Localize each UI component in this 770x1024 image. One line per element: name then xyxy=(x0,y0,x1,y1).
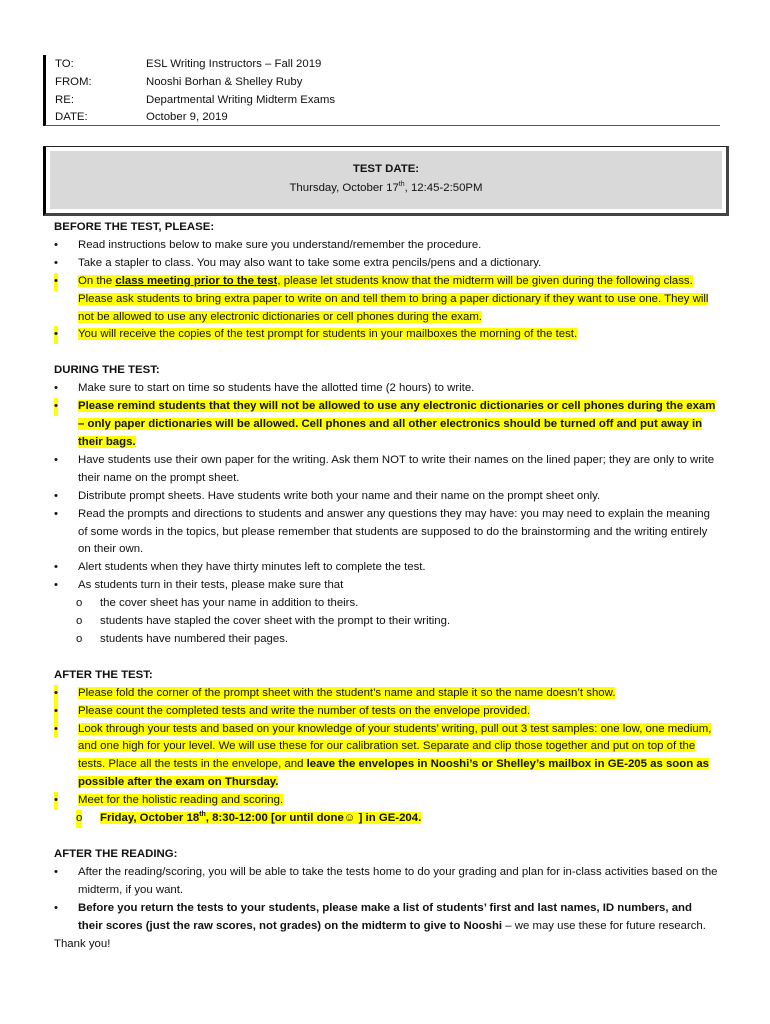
test-date-heading: TEST DATE: xyxy=(352,163,420,175)
sub-bullet: o xyxy=(76,615,83,628)
item-text: Have students use their own paper for the writing. Ask them NOT to write their names on the lined paper; they are only to write their name on the prompt sheet. xyxy=(78,453,715,484)
sub-bullet: o xyxy=(76,597,83,610)
memo-header xyxy=(43,55,720,126)
item-text: Read instructions below to make sure you understand/remember the procedure. xyxy=(78,238,482,251)
item-emphasis: class meeting prior to the test xyxy=(115,274,278,287)
list-item xyxy=(54,255,718,273)
bullet: • xyxy=(54,792,58,810)
item-text: Make sure to start on time so students have the allotted time (2 hours) to write. xyxy=(78,382,475,395)
item-text: Please remind students that they will not be allowed to use any electronic dictionaries or cell phones during the exam – only paper dictionaries will be allowed. Cell phones and all other electronics should be turned off and put away in their bags. xyxy=(78,400,716,448)
bullet: • xyxy=(54,398,58,416)
bullet: • xyxy=(54,579,58,592)
list-item xyxy=(54,506,718,560)
bullet: • xyxy=(54,256,58,269)
test-date-day: Thursday, October 17 xyxy=(289,182,399,194)
closing: Thank you! xyxy=(54,937,111,950)
item-text: Read the prompts and directions to students and answer any questions they may have: you may need to explain the meaning of some words in the topics, but please remember that students are supposed to do the brainstorming and the writing entirely on their own. xyxy=(78,507,710,556)
item-text: Alert students when they have thirty minutes left to complete the test. xyxy=(78,561,426,574)
item-text: On the xyxy=(78,274,116,287)
item-text: the cover sheet has your name in addition to theirs. xyxy=(100,597,359,610)
list-item xyxy=(54,900,718,936)
sub-item xyxy=(54,631,718,649)
list-item xyxy=(54,273,718,327)
bullet: • xyxy=(54,382,58,395)
reading-heading: AFTER THE READING: xyxy=(54,848,178,860)
date-label: DATE: xyxy=(55,111,88,123)
list-item xyxy=(54,721,718,793)
bullet: • xyxy=(54,326,58,344)
item-text: Look through your tests and based on your knowledge of your students’ writing, pull out 3 test samples: one low, one medium, and one high for your level. We will use these for our calibration set. Separate and clip those together and put on top of the tests. Place all the tests in the envelope, and xyxy=(78,722,712,771)
item-text: Please fold the corner of the prompt sheet with the student’s name and staple it so the name doesn’t show. xyxy=(78,686,616,699)
sub-item xyxy=(54,613,718,631)
sub-bullet: o xyxy=(76,632,83,645)
re-value: Departmental Writing Midterm Exams xyxy=(146,94,336,106)
item-text: Friday, October 18 xyxy=(100,812,200,825)
bullet: • xyxy=(54,721,58,739)
list-item xyxy=(54,559,718,577)
bullet: • xyxy=(54,489,58,502)
sub-item xyxy=(54,810,718,828)
item-text: students have numbered their pages. xyxy=(100,632,289,645)
test-date-box xyxy=(43,146,729,216)
spacer xyxy=(54,649,718,667)
item-text: – we may use these for future research. xyxy=(502,919,706,932)
item-text: Please count the completed tests and write the number of tests on the envelope provided. xyxy=(78,704,531,717)
item-text: , 8:30-12:00 [or until done xyxy=(205,812,344,825)
from-value: Nooshi Borhan & Shelley Ruby xyxy=(146,76,303,88)
list-item xyxy=(54,864,718,900)
test-date-line xyxy=(46,182,726,194)
list-item xyxy=(54,577,718,595)
date-value: October 9, 2019 xyxy=(146,111,228,123)
item-text: Take a stapler to class. You may also want to take some extra pencils/pens and a dictionary. xyxy=(78,256,542,269)
to-label: TO: xyxy=(55,58,74,70)
item-text: You will receive the copies of the test prompt for students in your mailboxes the morning of the test. xyxy=(78,328,578,341)
after-heading: AFTER THE TEST: xyxy=(54,668,153,681)
list-item xyxy=(54,792,718,810)
spacer xyxy=(54,344,718,362)
item-emphasis: leave the envelopes in Nooshi’s or Shelley’s mailbox in GE-205 as soon as possible after the exam on Thursday. xyxy=(78,758,709,789)
bullet: • xyxy=(54,865,58,878)
item-text: Distribute prompt sheets. Have students write both your name and their name on the prompt sheet only. xyxy=(78,489,601,502)
bullet: • xyxy=(54,453,58,466)
item-text: ] in GE-204. xyxy=(355,812,422,825)
memo-body xyxy=(54,219,718,953)
bullet: • xyxy=(54,703,58,721)
item-sup: th xyxy=(199,811,206,819)
before-heading: BEFORE THE TEST, PLEASE: xyxy=(54,221,215,233)
item-text: Meet for the holistic reading and scoring. xyxy=(78,794,284,807)
from-label: FROM: xyxy=(55,76,92,88)
test-date-sup: th xyxy=(398,181,405,188)
bullet: • xyxy=(54,273,58,291)
sub-bullet: o xyxy=(76,810,82,828)
bullet: • xyxy=(54,901,58,914)
list-item xyxy=(54,488,718,506)
list-item xyxy=(54,452,718,488)
bullet: • xyxy=(54,561,58,574)
bullet: • xyxy=(54,238,58,251)
list-item xyxy=(54,380,718,398)
test-date-shade xyxy=(50,151,722,209)
item-text: After the reading/scoring, you will be able to take the tests home to do your grading and plan for in-class activities based on the midterm, if you want. xyxy=(78,865,718,896)
test-date-time: , 12:45-2:50PM xyxy=(404,182,483,194)
item-text: , please let students know that the midterm will be given during the following class. Please ask students to bring extra paper to write on and tell them to bring a paper dictionary if they want to use one. They will not be allowed to use any electronic dictionaries or cell phones during the exam. xyxy=(78,274,709,323)
spacer xyxy=(54,828,718,846)
sub-item xyxy=(54,595,718,613)
list-item xyxy=(54,237,718,255)
item-text: students have stapled the cover sheet with the prompt to their writing. xyxy=(100,615,451,628)
list-item xyxy=(54,685,718,703)
bullet: • xyxy=(54,685,58,703)
list-item xyxy=(54,398,718,452)
re-label: RE: xyxy=(55,94,74,106)
list-item xyxy=(54,703,718,721)
to-value: ESL Writing Instructors – Fall 2019 xyxy=(146,58,322,70)
during-heading: DURING THE TEST: xyxy=(54,364,160,377)
bullet: • xyxy=(54,507,58,520)
item-text: As students turn in their tests, please make sure that xyxy=(78,579,344,592)
list-item xyxy=(54,326,718,344)
item-emphasis: Before you return the tests to your students, please make a list of students’ first and last names, ID numbers, and their scores (just the raw scores, not grades) on the midterm to give to Nooshi xyxy=(78,901,692,932)
smiley-icon: ☺ xyxy=(343,812,356,825)
